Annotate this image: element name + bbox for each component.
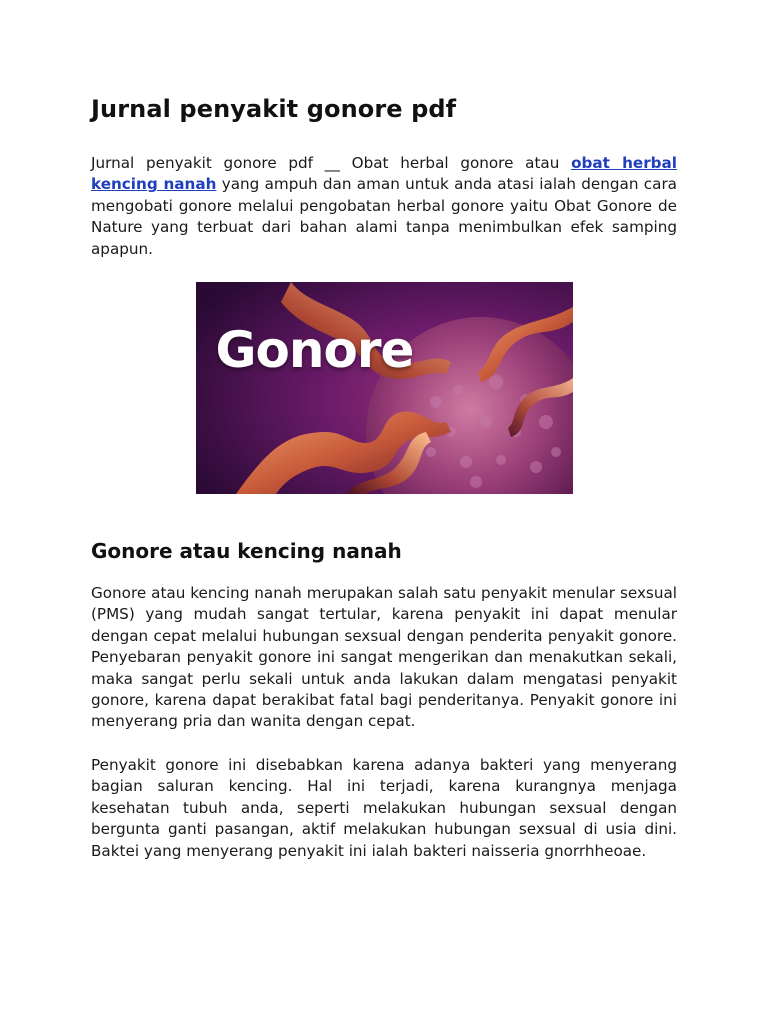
body-paragraph-2: Penyakit gonore ini disebabkan karena adanya bakteri yang menyerang bagian saluran kencing. Hal ini terjadi, karena kurangnya menjaga kesehatan tubuh anda, seperti melakukan hubungan sexsual dengan bergunta ganti pasangan, aktif melakukan hubungan sexsual di usia dini. Baktei yang menyerang penyakit ini ialah bakteri naisseria gnorrhheoae.: [91, 755, 677, 860]
page-title: Jurnal penyakit gonore pdf: [91, 95, 457, 123]
section-heading: Gonore atau kencing nanah: [91, 539, 402, 564]
intro-text-after-link: yang ampuh dan aman untuk anda atasi ialah dengan cara mengobati gonore melalui pengobatan herbal gonore yaitu Obat Gonore de Nature yang terbuat dari bahan alami tanpa menimbulkan efek samping apapun.: [91, 175, 677, 258]
intro-paragraph: [91, 153, 677, 260]
body-paragraph-1: Gonore atau kencing nanah merupakan salah satu penyakit menular sexsual (PMS) yang mudah sangat tertular, karena penyakit ini dapat menular dengan cepat melalui hubungan sexsual dengan penderita penyakit gonore. Penyebaran penyakit gonore ini sangat mengerikan dan menakutkan sekali, maka sangat perlu sekali untuk anda lakukan dalam mengatasi penyakit gonore, karena dapat berakibat fatal bagi penderitanya. Penyakit gonore ini menyerang pria dan wanita dengan cepat.: [91, 584, 677, 731]
figure-title-overlay: Gonore: [215, 321, 414, 380]
intro-text-before-link: Jurnal penyakit gonore pdf __ Obat herbal gonore atau: [91, 154, 572, 172]
bacteria-illustration: [196, 282, 573, 494]
herbal-remedy-link[interactable]: obat herbal kencing nanah: [91, 154, 678, 194]
figure-container: [91, 282, 677, 494]
gonorrhea-bacteria-image: [196, 282, 573, 494]
